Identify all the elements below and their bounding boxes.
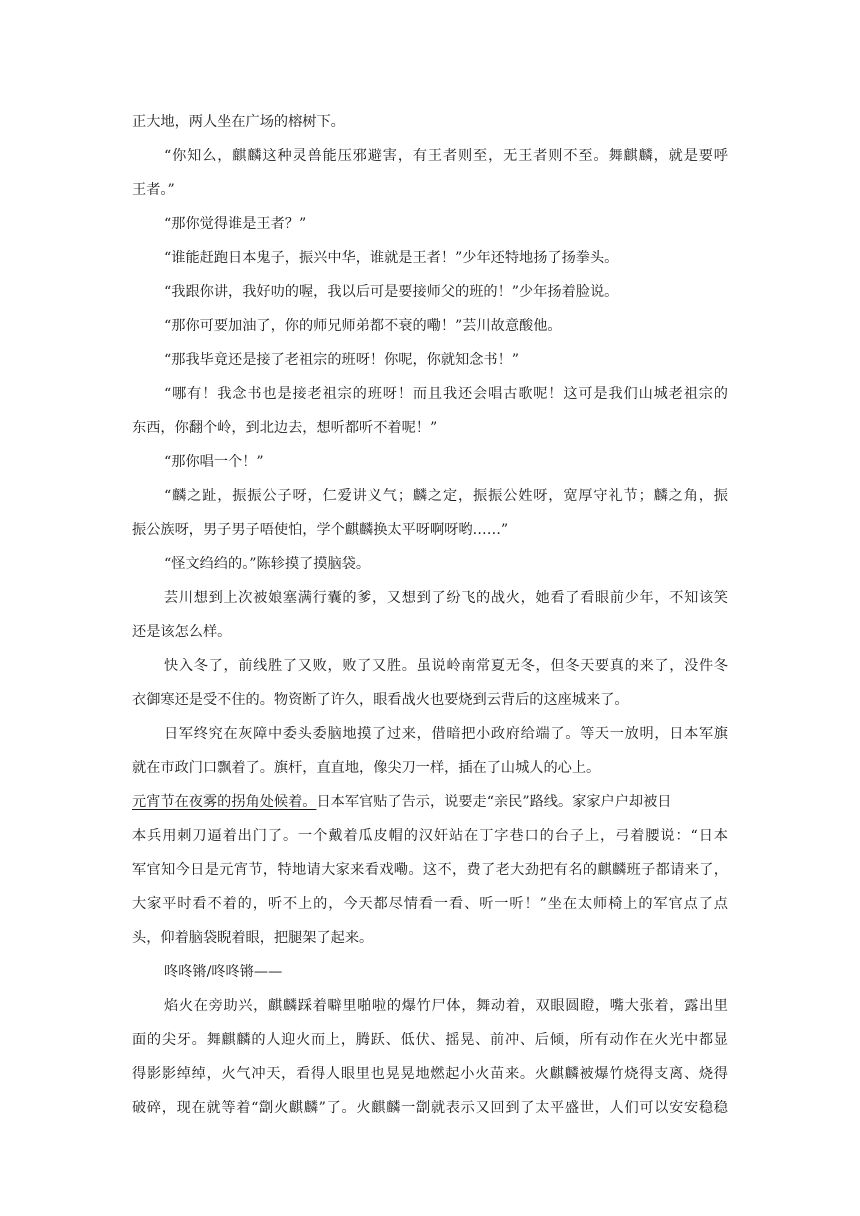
text-span: 日本军官贴了告示，说要走“亲民”路线。家家户户却被日 — [316, 794, 672, 810]
text-line: “那我毕竟还是接了老祖宗的班呀！你呢，你就知念书！” — [164, 352, 520, 368]
text-line: “那你唱一个！” — [164, 454, 264, 470]
text-line: “麟之趾，振振公子呀，仁爱讲义气；麟之定，振振公姓呀，宽厚守礼节；麟之角，振 — [164, 488, 728, 504]
text-line: 快入冬了，前线胜了又败，败了又胜。虽说岭南常夏无冬，但冬天要真的来了，没件冬 — [164, 658, 728, 674]
text-line: “哪有！我念书也是接老祖宗的班呀！而且我还会唱古歌呢！这可是我们山城老祖宗的 — [164, 386, 728, 402]
text-line: “那你可要加油了，你的师兄师弟都不衰的嘞！”芸川故意酸他。 — [164, 318, 562, 334]
text-line: 军官知今日是元宵节，特地请大家来看戏嘞。这不，费了老大劲把有名的麒麟班子都请来了， — [132, 862, 728, 878]
text-line: 芸川想到上次被娘塞满行囊的爹，又想到了纷飞的战火，她看了看眼前少年，不知该笑 — [164, 590, 728, 606]
text-line: “谁能赶跑日本鬼子，振兴中华，谁就是王者！”少年还特地扬了扬拳头。 — [164, 250, 619, 266]
text-line: 面的尖牙。舞麒麟的人迎火而上，腾跃、低伏、摇晃、前冲、后倾，所有动作在火光中都显 — [132, 1032, 728, 1048]
text-line: 东西，你翻个岭，到北边去，想听都听不着呢！” — [132, 420, 438, 436]
text-line: 破碎，现在就等着“劏火麒麟”了。火麒麟一劏就表示又回到了太平盛世，人们可以安安稳稳 — [132, 1100, 728, 1116]
text-line: 焰火在旁助兴，麒麟踩着噼里啪啦的爆竹尸体，舞动着，双眼圆瞪，嘴大张着，露出里 — [164, 998, 728, 1014]
text-line: 衣御寒还是受不住的。物资断了许久，眼看战火也要烧到云背后的这座城来了。 — [132, 692, 629, 708]
text-line: “你知么，麒麟这种灵兽能压邪避害，有王者则至，无王者则不至。舞麒麟，就是要呼 — [164, 148, 728, 164]
text-line: 就在市政门口飘着了。旗杆，直直地，像尖刀一样，插在了山城人的心上。 — [132, 760, 601, 776]
text-line: 王者。” — [132, 182, 175, 198]
text-line: 本兵用刺刀逼着出门了。一个戴着瓜皮帽的汉奸站在丁字巷口的台子上，弓着腰说：“日本 — [132, 828, 728, 844]
text-line: “那你觉得谁是王者？” — [164, 216, 307, 232]
text-line: “怪文绉绉的。”陈轸摸了摸脑袋。 — [164, 556, 371, 572]
text-line: “我跟你讲，我好叻的喔，我以后可是要接师父的班的！”少年扬着脸说。 — [164, 284, 619, 300]
text-line: 还是该怎么样。 — [132, 624, 232, 640]
underlined-phrase: 元宵节在夜雾的拐角处候着。 — [132, 794, 317, 810]
text-line: 日军终究在灰障中委头委脑地摸了过来，借暗把小政府给端了。等天一放明，日本军旗 — [164, 726, 728, 742]
text-line: 振公族呀，男子男子唔使怕，学个麒麟换太平呀啊呀哟……” — [132, 522, 509, 538]
text-line: 咚咚锵/咚咚锵—— — [164, 964, 283, 980]
text-line: 得影影绰绰，火气冲天，看得人眼里也晃晃地燃起小火苗来。火麒麟被爆竹烧得支离、烧得 — [132, 1066, 728, 1082]
text-line: 正大地，两人坐在广场的榕树下。 — [132, 114, 345, 130]
text-line: 大家平时看不着的，听不上的，今天都尽情看一看、听一听！”坐在太师椅上的军官点了点 — [132, 896, 728, 912]
text-line: 头，仰着脑袋睨着眼，把腿架了起来。 — [132, 930, 374, 946]
text-line — [132, 792, 728, 812]
